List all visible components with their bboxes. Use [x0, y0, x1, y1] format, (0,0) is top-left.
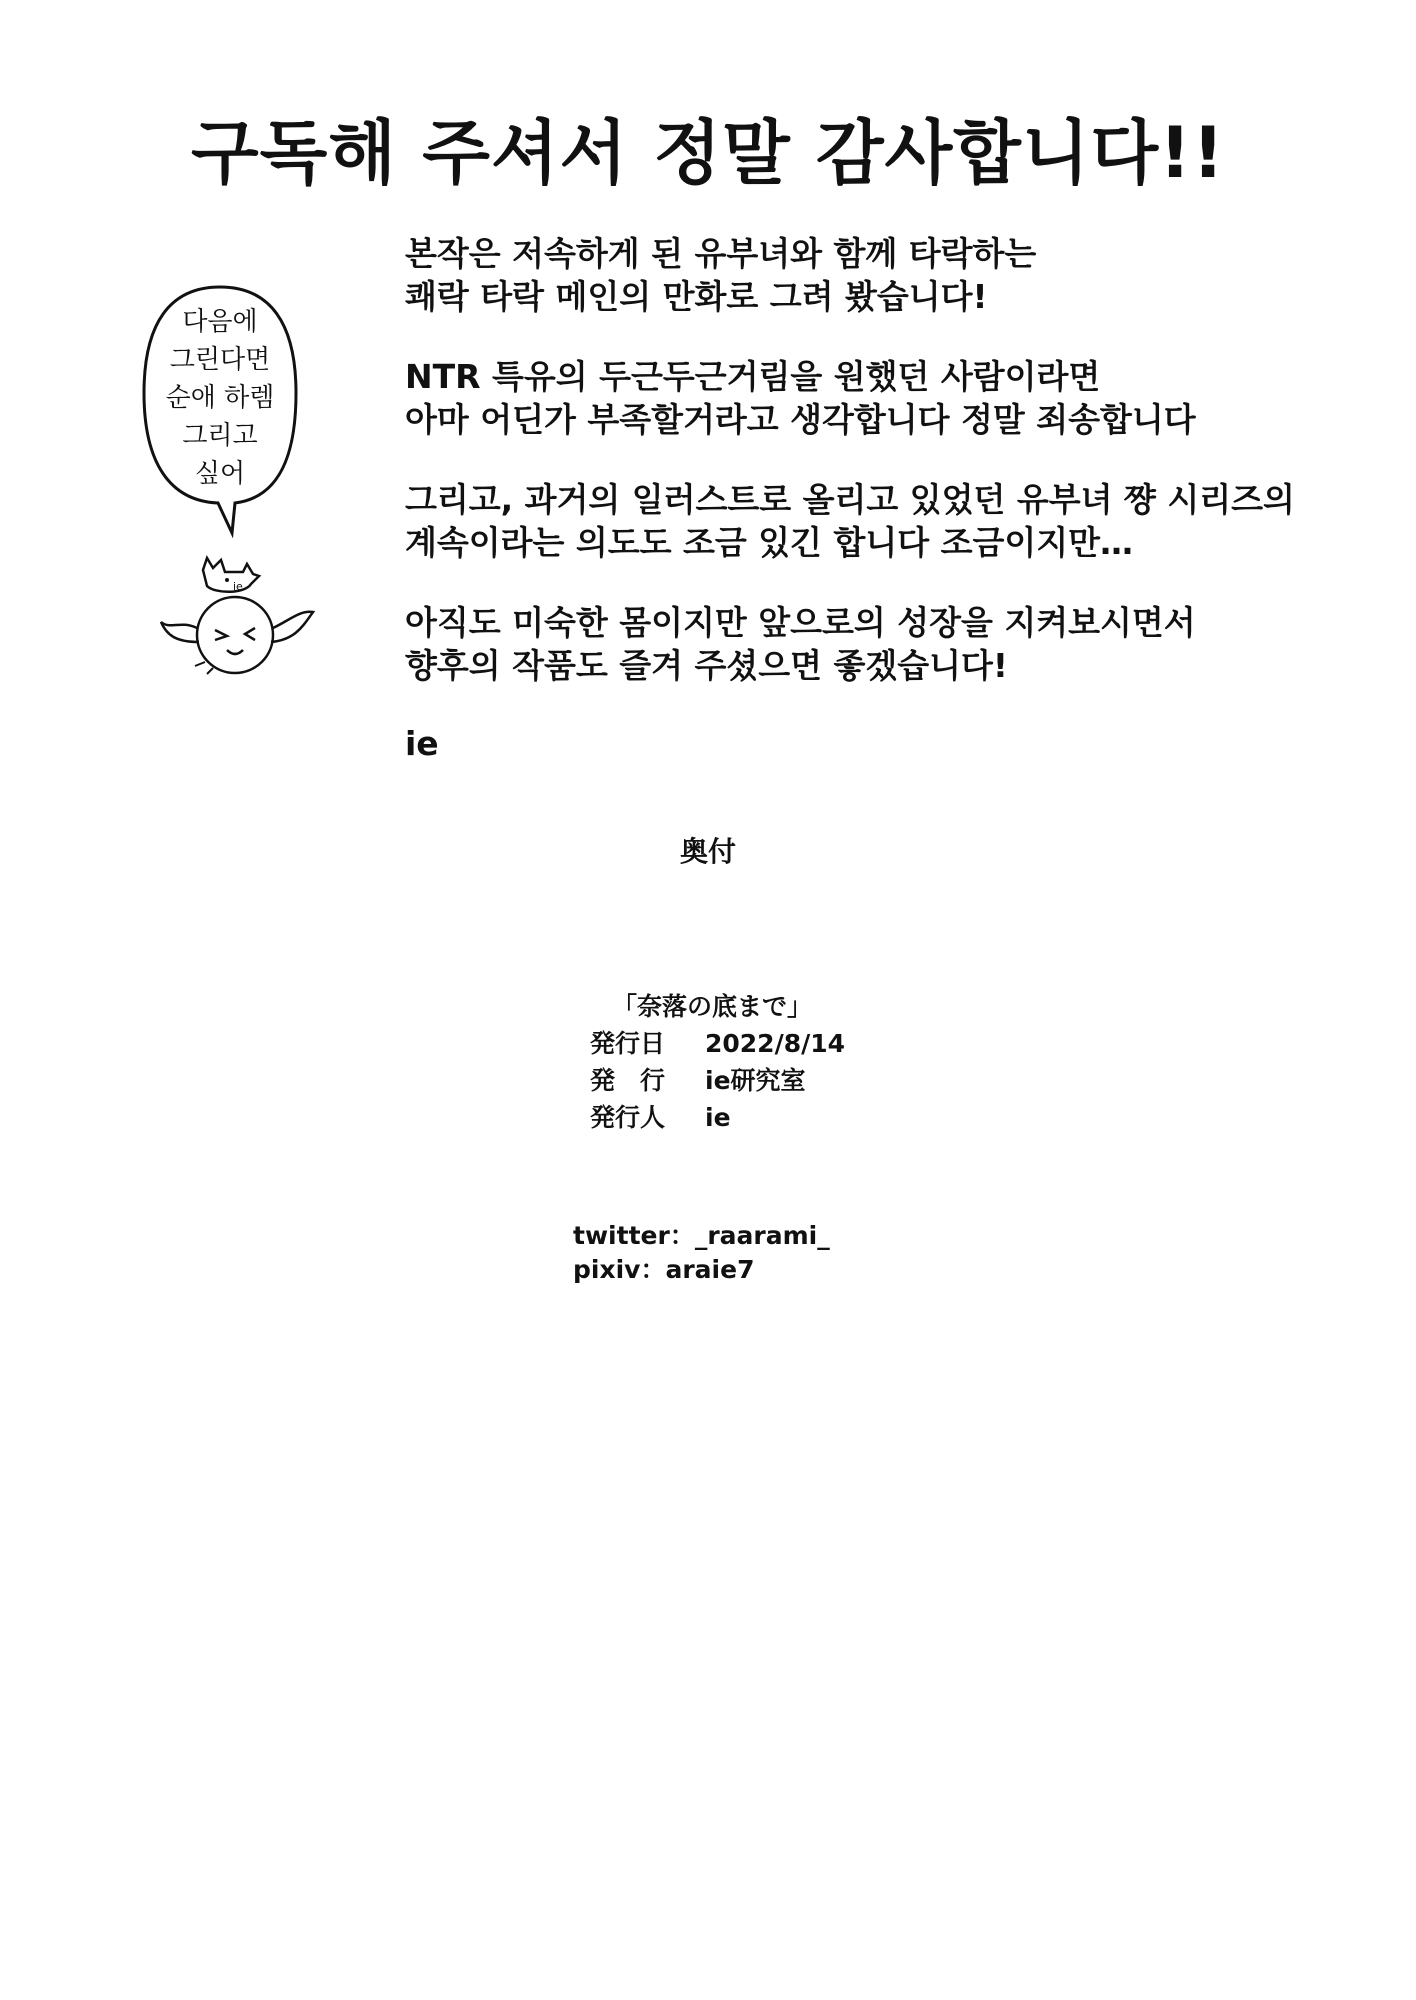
speech-bubble: [140, 283, 300, 538]
colophon-value: 2022/8/14: [705, 1029, 846, 1058]
afterword-body: [405, 232, 1385, 724]
social-handle: _raarami_: [694, 1221, 830, 1250]
colophon-label: 発行日: [590, 1029, 666, 1058]
bubble-line: 다음에: [182, 307, 258, 337]
bubble-line: 싶어: [194, 459, 246, 489]
colophon-row: [590, 1099, 845, 1136]
social-label: twitter：: [573, 1221, 695, 1250]
social-handle: araie7: [665, 1255, 755, 1284]
social-pixiv: [573, 1253, 830, 1287]
paragraph: [405, 601, 1385, 687]
social-label: pixiv：: [573, 1255, 666, 1284]
text-line: 향후의 작품도 즐겨 주셨으면 좋겠습니다!: [405, 646, 1008, 685]
mascot-icon: [155, 550, 325, 680]
text-line: 그리고, 과거의 일러스트로 올리고 있었던 유부녀 쨩 시리즈의: [405, 480, 1295, 519]
text-line: 본작은 저속하게 된 유부녀와 함께 타락하는: [405, 234, 1037, 273]
bubble-line: 그린다면: [169, 345, 271, 375]
mascot-doodle: [155, 550, 325, 684]
signature: ie: [405, 724, 439, 763]
colophon-value: ie研究室: [705, 1066, 806, 1095]
text-line: 아직도 미숙한 몸이지만 앞으로의 성장을 지켜보시면서: [405, 603, 1196, 642]
colophon-row: [590, 1062, 845, 1099]
bubble-line: 순애 하렘: [165, 383, 275, 413]
colophon-heading: 奥付: [679, 835, 736, 868]
colophon-row: [590, 1025, 845, 1062]
paragraph: [405, 355, 1385, 441]
work-title: 「奈落の底まで」: [612, 992, 813, 1021]
colophon-label: 発 行: [590, 1066, 666, 1095]
paragraph: [405, 478, 1385, 564]
text-line: 쾌락 타락 메인의 만화로 그려 봤습니다!: [405, 277, 988, 316]
text-line: 아마 어딘가 부족할거라고 생각합니다 정말 죄송합니다: [405, 400, 1196, 439]
bubble-line: 그리고: [182, 421, 258, 451]
colophon: [590, 988, 845, 1136]
colophon-value: ie: [705, 1103, 731, 1132]
social-twitter: [573, 1219, 830, 1253]
text-line: 계속이라는 의도도 조금 있긴 합니다 조금이지만…: [405, 523, 1134, 562]
page-title: 구독해 주셔서 정말 감사합니다!!: [190, 112, 1226, 194]
social-links: [573, 1219, 830, 1287]
mascot-tag: ie: [233, 580, 243, 593]
text-line: NTR 특유의 두근두근거림을 원했던 사람이라면: [405, 357, 1101, 396]
colophon-label: 発行人: [590, 1103, 666, 1132]
paragraph: [405, 232, 1385, 318]
